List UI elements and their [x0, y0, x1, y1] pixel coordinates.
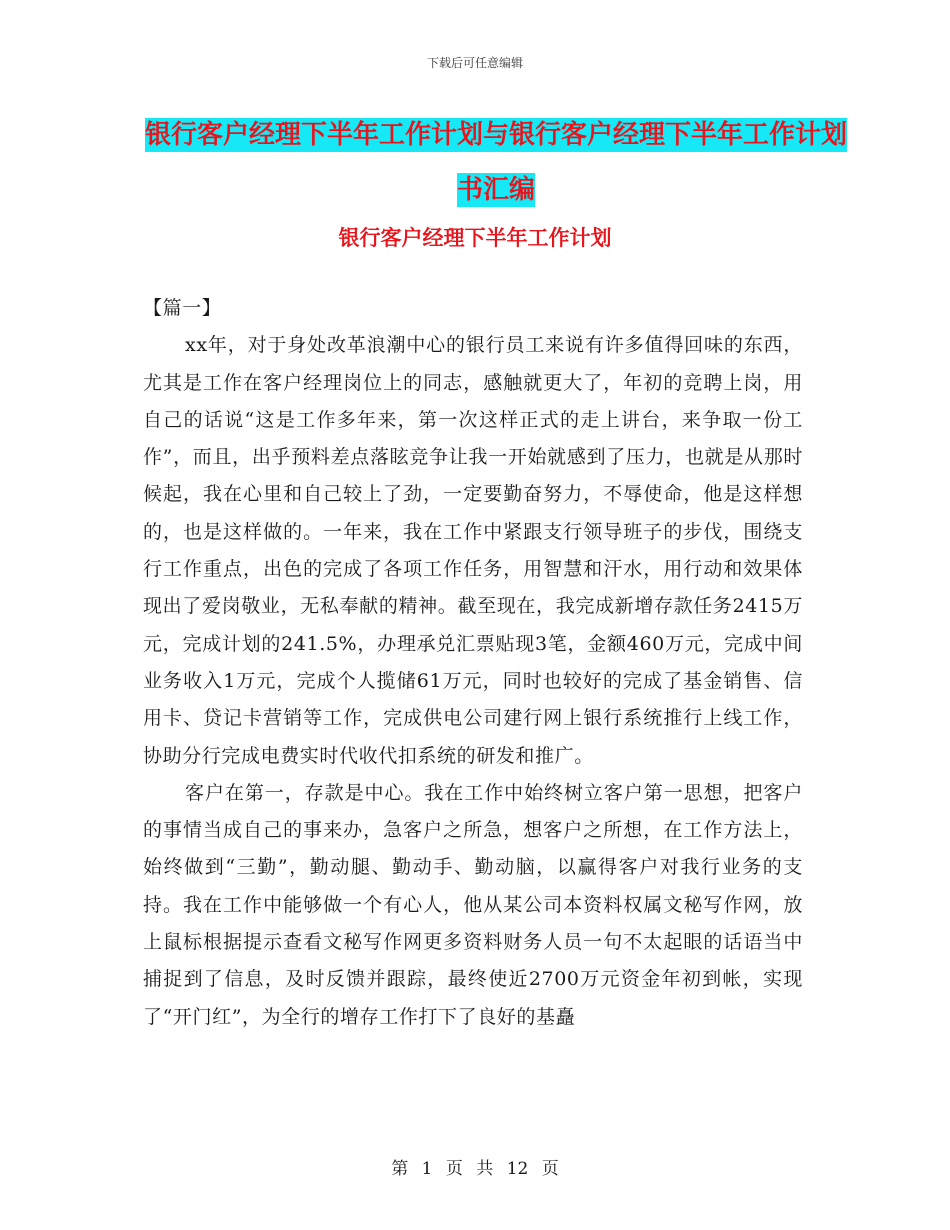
header-note: 下载后可任意编辑 — [426, 56, 523, 70]
page-unit: 页 — [445, 1159, 463, 1179]
paragraph-2: 客户在第一，存款是中心。我在工作中始终树立客户第一思想，把客户的事情当成自己的事来办，急客户之所急，想客户之所想，在工作方法上，始终做到“三勤”，勤动腿、勤动手、勤动脑，以赢得客户对我行业务的支持。我在工作中能够做一个有心人，他从某公司本资料权属文秘写作网，放上鼠标根据提示查看文秘写作网更多资料财务人员一句不太起眼的话语当中捕捉到了信息，及时反馈并跟踪，最终使近2700万元资金年初到帐，实现了“开门红”，为全行的增存工作打下了良好的基矗 — [143, 781, 803, 1028]
page-footer — [0, 1154, 950, 1179]
document-title-text: 银行客户经理下半年工作计划与银行客户经理下半年工作计划书汇编 — [144, 120, 847, 205]
chapter-label: 【篇一】 — [143, 297, 222, 319]
paragraph-1: xx年，对于身处改革浪潮中心的银行员工来说有许多值得回味的东西，尤其是工作在客户经理岗位上的同志，感触就更大了，年初的竞聘上岗，用自己的话说“这是工作多年来，第一次这样正式的走上讲台，来争取一份工作”，而且，出乎预料差点落眩竞争让我一开始就感到了压力，也就是从那时候起，我在心里和自己较上了劲，一定要勤奋努力，不辱使命，他是这样想的，也是这样做的。一年来，我在工作中紧跟支行领导班子的步伐，围绕支行工作重点，出色的完成了各项工作任务，用智慧和汗水，用行动和效果体现出了爱岗敬业，无私奉献的精神。截至现在，我完成新增存款任务2415万元，完成计划的241.5%，办理承兑汇票贴现3笔，金额460万元，完成中间业务收入1万元，完成个人揽储61万元，同时也较好的完成了基金销售、信用卡、贷记卡营销等工作，完成供电公司建行网上银行系统推行上线工作，协助分行完成电费实时代收代扣系统的研发和推广。 — [143, 334, 803, 767]
page-current: 1 — [421, 1159, 433, 1179]
page-label: 第 — [391, 1159, 409, 1179]
document-body — [143, 290, 803, 1036]
total-label: 共 — [476, 1159, 494, 1179]
total-unit: 页 — [541, 1159, 559, 1179]
page-total: 12 — [506, 1159, 529, 1179]
document-title — [140, 108, 852, 218]
section-title: 银行客户经理下半年工作计划 — [338, 226, 612, 250]
